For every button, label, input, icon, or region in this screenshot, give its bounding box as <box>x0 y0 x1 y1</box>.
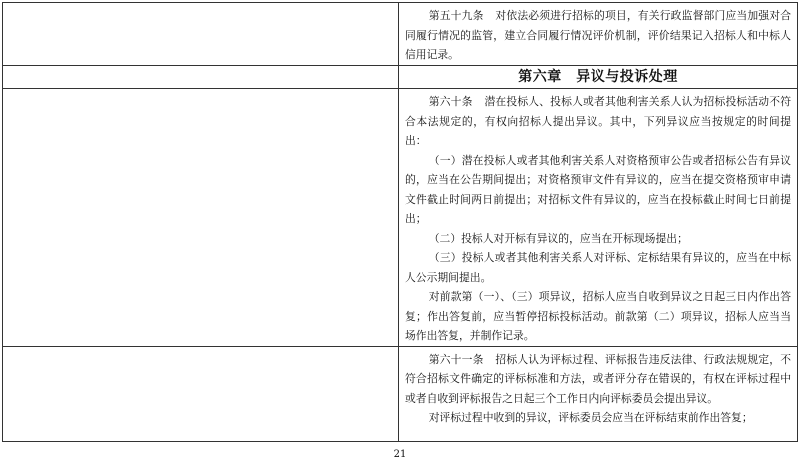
article-59-label: 第五十九条 <box>428 9 484 22</box>
table-row <box>3 3 798 66</box>
comparison-table <box>2 2 798 442</box>
article-61-cell <box>399 346 798 441</box>
article-60-item-3: （三）投标人或者其他利害关系人对评标、定标结果有异议的，应当在中标人公示期间提出。 <box>405 251 791 284</box>
article-59-paragraph <box>405 6 791 65</box>
article-59-text: 对依法必须进行招标的项目，有关行政监督部门应当加强对合同履行情况的监管，建立合同履行情况评价机制，评价结果记入招标人和中标人信用记录。 <box>405 9 792 61</box>
left-cell-empty <box>3 66 399 89</box>
article-60-item-2: （二）投标人对开标有异议的，应当在开标现场提出； <box>428 231 688 245</box>
article-59-cell <box>399 3 798 66</box>
article-60-paragraph <box>405 92 791 151</box>
left-cell-empty <box>3 3 399 66</box>
left-cell-empty <box>3 346 399 441</box>
left-cell-empty <box>3 89 399 347</box>
article-60-closing: 对前款第（一）、（三）项异议，招标人应当自收到异议之日起三日内作出答复；作出答复前，应当暂停招标投标活动。前款第（二）项异议，招标人应当当场作出答复，并制作记录。 <box>405 290 791 342</box>
chapter-heading-cell <box>399 66 798 89</box>
article-61-second: 对评标过程中收到的异议，评标委员会应当在评标结束前作出答复； <box>428 411 753 424</box>
article-61-text: 招标人认为评标过程、评标报告违反法律、行政法规规定，不符合招标文件确定的评标标准和方法，或者评分存在错误的，有权在评标过程中或者自收到评标报告之日起三个工作日内向评标委员会提出异议。 <box>405 352 792 405</box>
article-61-paragraph <box>405 350 791 409</box>
chapter-title: 第六章 异议与投诉处理 <box>518 69 678 85</box>
article-60-label: 第六十条 <box>428 95 473 108</box>
article-60-item-1: （一）潜在投标人或者其他利害关系人对资格预审公告或者招标公告有异议的，应当在公告期间提出；对资格预审文件有异议的，应当在提交资格预审申请文件截止时间两日前提出；对招标文件有异议的，应当在投标截止时间七日前提出； <box>405 153 791 225</box>
table-row <box>3 89 798 347</box>
table-row <box>3 346 798 441</box>
article-60-cell <box>399 89 798 347</box>
page-number: 21 <box>393 449 407 460</box>
article-61-label: 第六十一条 <box>428 352 484 366</box>
article-60-text: 潜在投标人、投标人或者其他利害关系人认为招标投标活动不符合本法规定的，有权向招标人提出异议。其中，下列异议应当按规定的时间提出： <box>405 95 792 147</box>
table-row <box>3 66 798 89</box>
